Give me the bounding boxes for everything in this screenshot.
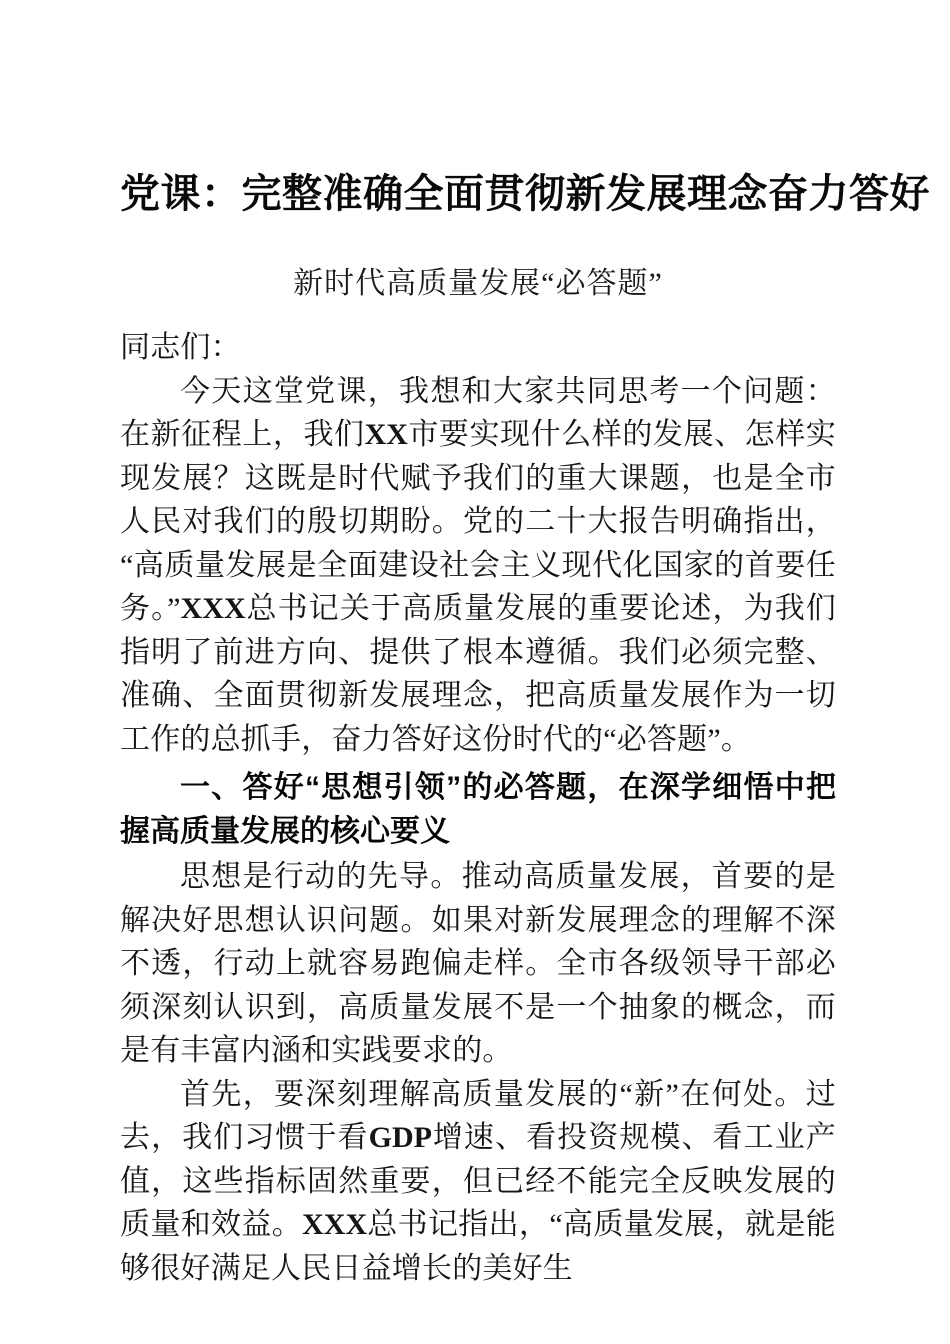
body-paragraph: 今天这堂党课，我想和大家共同思考一个问题：在新征程上，我们XX市要实现什么样的发展、怎样实现发展？这既是时代赋予我们的重大课题，也是全市人民对我们的殷切期盼。党的二十大报告明确指出，“高质量发展是全面建设社会主义现代化国家的首要任务。”XXX总书记关于高质量发展的重要论述，为我们指明了前进方向、提供了根本遵循。我们必须完整、准确、全面贯彻新发展理念，把高质量发展作为一切工作的总抓手，奋力答好这份时代的“必答题”。 — [120, 374, 836, 756]
section-heading: 一、答好“思想引领”的必答题，在深学细悟中把握高质量发展的核心要义 — [120, 771, 836, 848]
latin-run: XX — [364, 418, 408, 451]
body-paragraph: 首先，要深刻理解高质量发展的“新”在何处。过去，我们习惯于看GDP增速、看投资规模、看工业产值，这些指标固然重要，但已经不能完全反映发展的质量和效益。XXX总书记指出，“高质量发展，就是能够很好满足人民日益增长的美好生 — [120, 1077, 837, 1285]
salutation: 同志们： — [120, 331, 241, 364]
latin-run: XXX — [302, 1208, 368, 1241]
page-subtitle: 新时代高质量发展“必答题” — [293, 267, 663, 300]
page-title: 党课：完整准确全面贯彻新发展理念奋力答好 — [120, 171, 930, 216]
latin-run: XXX — [180, 592, 246, 625]
document-content-column — [120, 0, 930, 1290]
latin-run: GDP — [368, 1121, 432, 1154]
body-paragraph: 思想是行动的先导。推动高质量发展，首要的是解决好思想认识问题。如果对新发展理念的理解不深不透，行动上就容易跑偏走样。全市各级领导干部必须深刻认识到，高质量发展不是一个抽象的概念，而是有丰富内涵和实践要求的。 — [120, 860, 836, 1067]
